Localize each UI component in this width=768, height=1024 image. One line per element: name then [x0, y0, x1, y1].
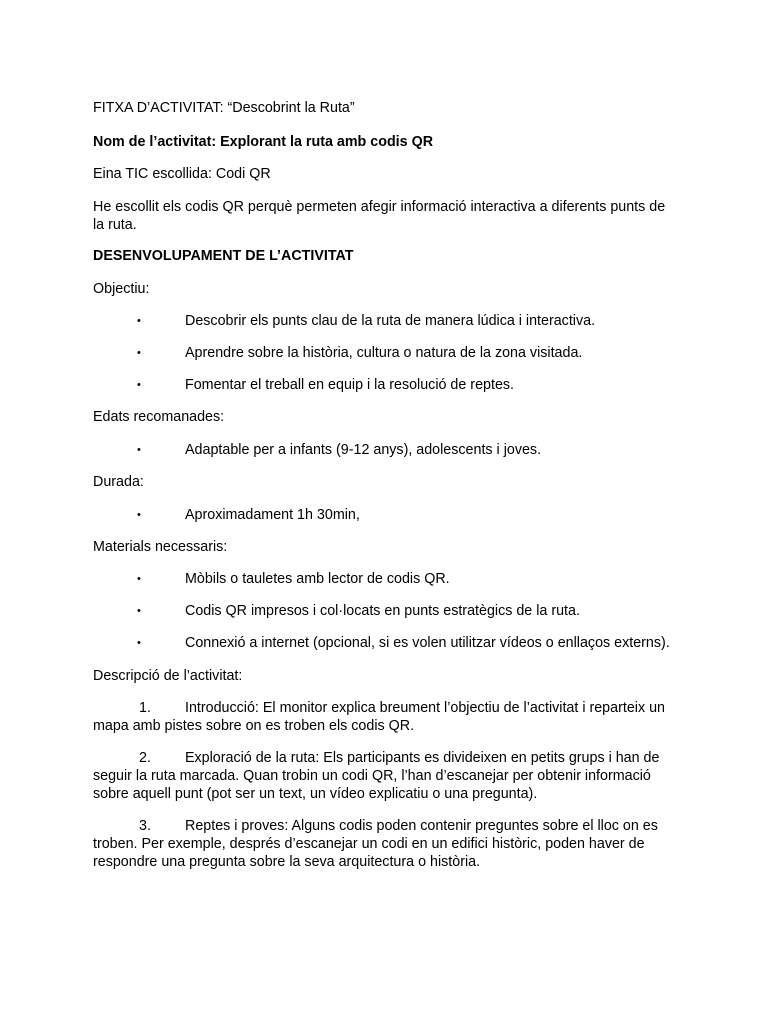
objective-item: Aprendre sobre la història, cultura o natura de la zona visitada. — [185, 345, 583, 361]
duration-label: Durada: — [93, 474, 144, 490]
duration-item: Aproximadament 1h 30min, — [185, 507, 360, 523]
step-number: 2. — [139, 750, 151, 766]
objective-item: Descobrir els punts clau de la ruta de manera lúdica i interactiva. — [185, 313, 596, 329]
ages-item: Adaptable per a infants (9-12 anys), adolescents i joves. — [185, 442, 542, 458]
step-number: 1. — [139, 700, 151, 716]
bullet-marker: • — [137, 315, 141, 327]
materials-label: Materials necessaris: — [93, 539, 228, 555]
step-text: Exploració de la ruta: Els participants es divideixen en petits grups i han de seguir la ruta marcada. Quan trobin un codi QR, l’han d’escanejar per obtenir informació sobre aquell punt (pot ser un text, un vídeo explicatiu o una pregunta). — [93, 750, 660, 802]
objective-label: Objectiu: — [93, 281, 150, 297]
bullet-marker: • — [137, 573, 141, 585]
ages-label: Edats recomanades: — [93, 409, 225, 425]
bullet-marker: • — [137, 509, 141, 521]
bullet-marker: • — [137, 444, 141, 456]
tic-tool: Eina TIC escollida: Codi QR — [93, 166, 271, 182]
bullet-marker: • — [137, 605, 141, 617]
document-title: FITXA D’ACTIVITAT: “Descobrint la Ruta” — [93, 100, 355, 116]
step-text: Introducció: El monitor explica breument l’objectiu de l’activitat i reparteix un mapa amb pistes sobre on es troben els codis QR. — [93, 700, 665, 734]
bullet-marker: • — [137, 379, 141, 391]
rationale-paragraph: He escollit els codis QR perquè permeten afegir informació interactiva a diferents punts de la ruta. — [93, 199, 666, 233]
step-text: Reptes i proves: Alguns codis poden contenir preguntes sobre el lloc on es troben. Per exemple, després d’escanejar un codi en un edifici històric, poden haver de respondre una pregunta sobre la seva arquitectura o història. — [93, 818, 658, 870]
materials-item: Codis QR impresos i col·locats en punts estratègics de la ruta. — [185, 603, 580, 619]
objective-item: Fomentar el treball en equip i la resolució de reptes. — [185, 377, 515, 393]
bullet-marker: • — [137, 637, 141, 649]
description-label: Descripció de l’activitat: — [93, 668, 243, 684]
bullet-marker: • — [137, 347, 141, 359]
section-heading: DESENVOLUPAMENT DE L’ACTIVITAT — [93, 248, 354, 264]
materials-item: Connexió a internet (opcional, si es volen utilitzar vídeos o enllaços externs). — [185, 635, 670, 651]
materials-item: Mòbils o tauletes amb lector de codis QR. — [185, 571, 450, 587]
activity-name: Nom de l’activitat: Explorant la ruta amb codis QR — [93, 134, 434, 150]
step-number: 3. — [139, 818, 151, 834]
